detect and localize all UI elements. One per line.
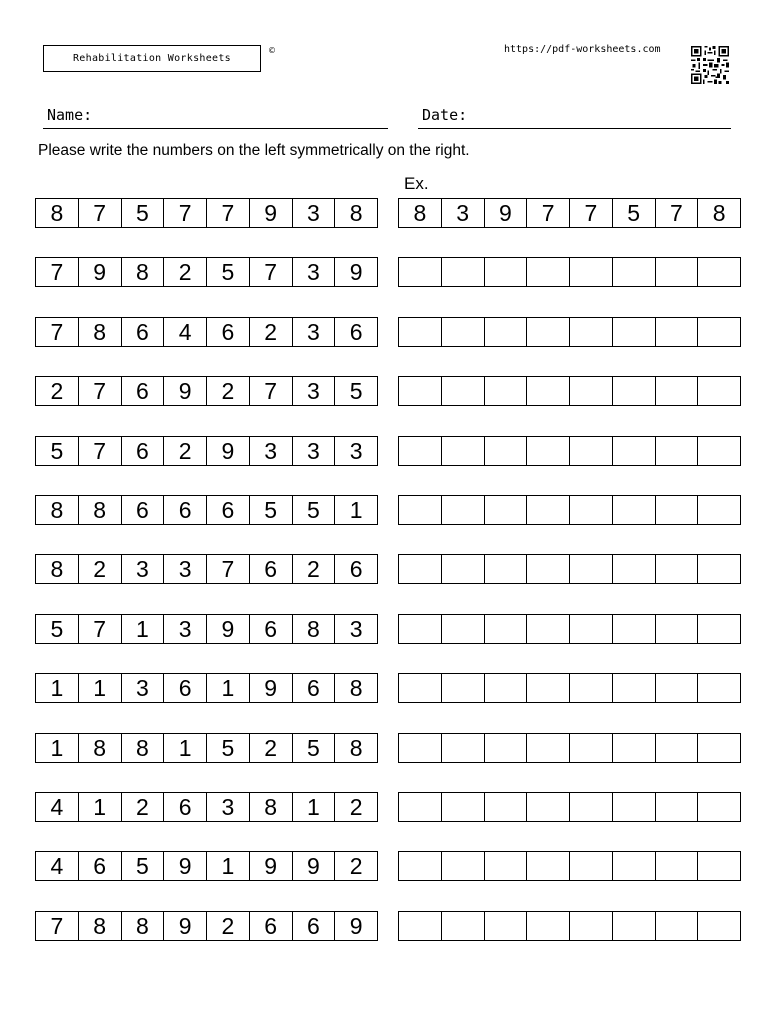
answer-row bbox=[398, 911, 741, 941]
answer-cell[interactable] bbox=[698, 734, 741, 762]
source-number-row bbox=[35, 733, 378, 763]
answer-cell[interactable] bbox=[399, 852, 442, 880]
number-cell: 1 bbox=[122, 615, 165, 643]
answer-cell[interactable] bbox=[613, 734, 656, 762]
answer-cell[interactable] bbox=[613, 496, 656, 524]
answer-cell[interactable] bbox=[399, 912, 442, 940]
answer-cell[interactable] bbox=[527, 615, 570, 643]
answer-cell[interactable] bbox=[399, 555, 442, 583]
date-field[interactable] bbox=[418, 128, 731, 129]
answer-cell[interactable] bbox=[570, 555, 613, 583]
answer-cell[interactable] bbox=[698, 258, 741, 286]
answer-cell[interactable] bbox=[527, 555, 570, 583]
number-cell: 6 bbox=[122, 318, 165, 346]
answer-cell[interactable] bbox=[485, 793, 528, 821]
number-cell: 7 bbox=[79, 437, 122, 465]
number-cell: 6 bbox=[335, 555, 378, 583]
number-cell: 9 bbox=[164, 377, 207, 405]
answer-cell[interactable] bbox=[613, 674, 656, 702]
answer-cell[interactable] bbox=[399, 496, 442, 524]
answer-cell[interactable] bbox=[570, 674, 613, 702]
number-cell: 5 bbox=[122, 852, 165, 880]
example-answer-row bbox=[398, 198, 741, 228]
number-cell: 7 bbox=[36, 318, 79, 346]
answer-cell[interactable] bbox=[527, 496, 570, 524]
answer-cell[interactable] bbox=[485, 555, 528, 583]
source-number-row bbox=[35, 851, 378, 881]
number-cell: 6 bbox=[79, 852, 122, 880]
number-cell: 7 bbox=[36, 258, 79, 286]
answer-cell[interactable] bbox=[698, 555, 741, 583]
number-cell: 5 bbox=[293, 734, 336, 762]
number-cell: 5 bbox=[335, 377, 378, 405]
number-cell: 7 bbox=[79, 615, 122, 643]
answer-cell[interactable] bbox=[485, 674, 528, 702]
number-cell: 2 bbox=[122, 793, 165, 821]
number-cell: 6 bbox=[164, 496, 207, 524]
answer-cell[interactable] bbox=[527, 437, 570, 465]
answer-cell[interactable] bbox=[698, 496, 741, 524]
answer-cell[interactable] bbox=[613, 793, 656, 821]
number-cell: 6 bbox=[250, 615, 293, 643]
number-cell: 7 bbox=[250, 377, 293, 405]
number-cell: 7 bbox=[207, 199, 250, 227]
number-cell: 8 bbox=[250, 793, 293, 821]
number-cell: 3 bbox=[335, 437, 378, 465]
number-cell: 4 bbox=[164, 318, 207, 346]
number-cell: 6 bbox=[122, 437, 165, 465]
number-cell: 5 bbox=[36, 615, 79, 643]
source-number-row bbox=[35, 317, 378, 347]
number-cell: 8 bbox=[79, 734, 122, 762]
answer-cell[interactable] bbox=[656, 852, 699, 880]
answer-cell[interactable] bbox=[698, 912, 741, 940]
number-cell: 8 bbox=[335, 674, 378, 702]
qr-code-icon bbox=[690, 46, 730, 84]
number-cell: 3 bbox=[250, 437, 293, 465]
answer-cell[interactable] bbox=[570, 258, 613, 286]
number-cell: 5 bbox=[250, 496, 293, 524]
answer-cell[interactable] bbox=[442, 258, 485, 286]
number-cell: 3 bbox=[122, 674, 165, 702]
number-cell: 7 bbox=[36, 912, 79, 940]
number-cell: 8 bbox=[698, 199, 741, 227]
answer-cell[interactable] bbox=[442, 912, 485, 940]
source-number-row bbox=[35, 436, 378, 466]
number-cell: 7 bbox=[656, 199, 699, 227]
number-cell: 8 bbox=[399, 199, 442, 227]
number-cell: 7 bbox=[207, 555, 250, 583]
answer-cell[interactable] bbox=[485, 912, 528, 940]
answer-cell[interactable] bbox=[656, 555, 699, 583]
number-cell: 9 bbox=[335, 258, 378, 286]
number-cell: 8 bbox=[36, 555, 79, 583]
answer-row bbox=[398, 614, 741, 644]
worksheet-title: Rehabilitation Worksheets bbox=[43, 45, 261, 72]
number-cell: 6 bbox=[207, 318, 250, 346]
answer-cell[interactable] bbox=[442, 674, 485, 702]
answer-cell[interactable] bbox=[527, 318, 570, 346]
answer-cell[interactable] bbox=[399, 258, 442, 286]
number-cell: 6 bbox=[122, 377, 165, 405]
answer-cell[interactable] bbox=[570, 912, 613, 940]
number-cell: 6 bbox=[207, 496, 250, 524]
number-cell: 9 bbox=[207, 615, 250, 643]
answer-cell[interactable] bbox=[442, 852, 485, 880]
answer-cell[interactable] bbox=[527, 734, 570, 762]
answer-cell[interactable] bbox=[656, 793, 699, 821]
number-cell: 7 bbox=[527, 199, 570, 227]
number-cell: 8 bbox=[122, 734, 165, 762]
answer-cell[interactable] bbox=[656, 377, 699, 405]
answer-cell[interactable] bbox=[656, 318, 699, 346]
number-cell: 9 bbox=[250, 199, 293, 227]
number-cell: 5 bbox=[207, 258, 250, 286]
number-cell: 2 bbox=[250, 734, 293, 762]
number-cell: 1 bbox=[36, 674, 79, 702]
number-cell: 1 bbox=[207, 674, 250, 702]
number-cell: 1 bbox=[79, 674, 122, 702]
answer-cell[interactable] bbox=[442, 496, 485, 524]
source-number-row bbox=[35, 495, 378, 525]
date-label: Date: bbox=[422, 106, 468, 124]
number-cell: 7 bbox=[250, 258, 293, 286]
answer-cell[interactable] bbox=[442, 615, 485, 643]
source-number-row bbox=[35, 673, 378, 703]
answer-row bbox=[398, 317, 741, 347]
number-cell: 2 bbox=[207, 377, 250, 405]
number-cell: 3 bbox=[293, 318, 336, 346]
number-cell: 2 bbox=[293, 555, 336, 583]
answer-row bbox=[398, 376, 741, 406]
answer-row bbox=[398, 436, 741, 466]
number-cell: 8 bbox=[335, 734, 378, 762]
answer-cell[interactable] bbox=[698, 852, 741, 880]
number-cell: 6 bbox=[164, 793, 207, 821]
answer-cell[interactable] bbox=[485, 258, 528, 286]
source-number-row bbox=[35, 198, 378, 228]
number-cell: 1 bbox=[207, 852, 250, 880]
number-cell: 7 bbox=[79, 377, 122, 405]
answer-cell[interactable] bbox=[656, 734, 699, 762]
number-cell: 4 bbox=[36, 852, 79, 880]
answer-cell[interactable] bbox=[527, 377, 570, 405]
answer-cell[interactable] bbox=[698, 318, 741, 346]
number-cell: 2 bbox=[207, 912, 250, 940]
answer-cell[interactable] bbox=[442, 793, 485, 821]
answer-row bbox=[398, 733, 741, 763]
answer-row bbox=[398, 673, 741, 703]
number-cell: 8 bbox=[122, 258, 165, 286]
answer-cell[interactable] bbox=[613, 555, 656, 583]
number-cell: 9 bbox=[250, 674, 293, 702]
number-cell: 5 bbox=[122, 199, 165, 227]
number-cell: 3 bbox=[442, 199, 485, 227]
answer-cell[interactable] bbox=[613, 852, 656, 880]
answer-cell[interactable] bbox=[698, 377, 741, 405]
answer-cell[interactable] bbox=[442, 437, 485, 465]
number-cell: 2 bbox=[164, 258, 207, 286]
number-cell: 3 bbox=[335, 615, 378, 643]
number-cell: 1 bbox=[79, 793, 122, 821]
number-cell: 4 bbox=[36, 793, 79, 821]
answer-row bbox=[398, 851, 741, 881]
number-cell: 3 bbox=[122, 555, 165, 583]
answer-cell[interactable] bbox=[485, 437, 528, 465]
number-cell: 8 bbox=[335, 199, 378, 227]
answer-cell[interactable] bbox=[570, 852, 613, 880]
number-cell: 9 bbox=[485, 199, 528, 227]
source-number-row bbox=[35, 554, 378, 584]
answer-cell[interactable] bbox=[399, 615, 442, 643]
answer-cell[interactable] bbox=[442, 555, 485, 583]
answer-cell[interactable] bbox=[613, 318, 656, 346]
name-label: Name: bbox=[47, 106, 93, 124]
answer-cell[interactable] bbox=[485, 615, 528, 643]
answer-cell[interactable] bbox=[399, 674, 442, 702]
number-cell: 8 bbox=[79, 496, 122, 524]
number-cell: 6 bbox=[293, 674, 336, 702]
answer-cell[interactable] bbox=[442, 734, 485, 762]
number-cell: 7 bbox=[570, 199, 613, 227]
number-cell: 9 bbox=[79, 258, 122, 286]
number-cell: 5 bbox=[613, 199, 656, 227]
number-cell: 3 bbox=[293, 199, 336, 227]
number-cell: 8 bbox=[36, 496, 79, 524]
answer-cell[interactable] bbox=[527, 258, 570, 286]
number-cell: 9 bbox=[293, 852, 336, 880]
source-number-row bbox=[35, 614, 378, 644]
answer-cell[interactable] bbox=[570, 793, 613, 821]
answer-cell[interactable] bbox=[442, 377, 485, 405]
answer-cell[interactable] bbox=[485, 377, 528, 405]
answer-row bbox=[398, 792, 741, 822]
answer-cell[interactable] bbox=[570, 496, 613, 524]
number-cell: 9 bbox=[164, 852, 207, 880]
number-cell: 6 bbox=[250, 555, 293, 583]
answer-cell[interactable] bbox=[570, 615, 613, 643]
answer-cell[interactable] bbox=[485, 496, 528, 524]
answer-cell[interactable] bbox=[570, 437, 613, 465]
number-cell: 3 bbox=[293, 377, 336, 405]
source-number-row bbox=[35, 911, 378, 941]
number-cell: 2 bbox=[250, 318, 293, 346]
answer-cell[interactable] bbox=[527, 912, 570, 940]
number-cell: 6 bbox=[250, 912, 293, 940]
answer-cell[interactable] bbox=[399, 318, 442, 346]
answer-cell[interactable] bbox=[656, 437, 699, 465]
number-cell: 3 bbox=[164, 615, 207, 643]
answer-row bbox=[398, 554, 741, 584]
number-cell: 2 bbox=[79, 555, 122, 583]
number-cell: 3 bbox=[164, 555, 207, 583]
example-label: Ex. bbox=[404, 174, 429, 193]
number-cell: 2 bbox=[164, 437, 207, 465]
number-cell: 9 bbox=[250, 852, 293, 880]
answer-cell[interactable] bbox=[613, 615, 656, 643]
answer-cell[interactable] bbox=[698, 674, 741, 702]
instruction-text: Please write the numbers on the left symmetrically on the right. bbox=[38, 142, 470, 159]
answer-cell[interactable] bbox=[527, 674, 570, 702]
number-cell: 2 bbox=[36, 377, 79, 405]
number-cell: 6 bbox=[335, 318, 378, 346]
number-cell: 8 bbox=[122, 912, 165, 940]
number-cell: 5 bbox=[36, 437, 79, 465]
answer-cell[interactable] bbox=[485, 318, 528, 346]
number-cell: 2 bbox=[335, 793, 378, 821]
number-cell: 9 bbox=[207, 437, 250, 465]
source-number-row bbox=[35, 376, 378, 406]
number-cell: 3 bbox=[207, 793, 250, 821]
answer-cell[interactable] bbox=[698, 793, 741, 821]
answer-cell[interactable] bbox=[442, 318, 485, 346]
answer-cell[interactable] bbox=[399, 437, 442, 465]
number-cell: 5 bbox=[207, 734, 250, 762]
answer-cell[interactable] bbox=[613, 437, 656, 465]
answer-cell[interactable] bbox=[399, 377, 442, 405]
answer-cell[interactable] bbox=[613, 377, 656, 405]
answer-row bbox=[398, 495, 741, 525]
number-cell: 8 bbox=[36, 199, 79, 227]
number-cell: 6 bbox=[164, 674, 207, 702]
number-cell: 7 bbox=[79, 199, 122, 227]
number-cell: 8 bbox=[293, 615, 336, 643]
answer-cell[interactable] bbox=[613, 912, 656, 940]
answer-cell[interactable] bbox=[656, 258, 699, 286]
answer-cell[interactable] bbox=[656, 674, 699, 702]
copyright-mark: © bbox=[268, 46, 276, 55]
number-cell: 1 bbox=[335, 496, 378, 524]
answer-cell[interactable] bbox=[656, 615, 699, 643]
source-number-row bbox=[35, 792, 378, 822]
number-cell: 3 bbox=[293, 258, 336, 286]
number-cell: 6 bbox=[293, 912, 336, 940]
number-cell: 6 bbox=[122, 496, 165, 524]
number-cell: 9 bbox=[164, 912, 207, 940]
source-number-row bbox=[35, 257, 378, 287]
answer-cell[interactable] bbox=[570, 318, 613, 346]
number-cell: 3 bbox=[293, 437, 336, 465]
answer-cell[interactable] bbox=[485, 734, 528, 762]
answer-cell[interactable] bbox=[485, 852, 528, 880]
answer-cell[interactable] bbox=[698, 615, 741, 643]
number-cell: 5 bbox=[293, 496, 336, 524]
site-url[interactable]: https://pdf-worksheets.com bbox=[504, 44, 661, 55]
answer-cell[interactable] bbox=[527, 852, 570, 880]
number-cell: 9 bbox=[335, 912, 378, 940]
answer-cell[interactable] bbox=[656, 496, 699, 524]
number-cell: 2 bbox=[335, 852, 378, 880]
name-field[interactable] bbox=[43, 128, 388, 129]
answer-row bbox=[398, 257, 741, 287]
answer-cell[interactable] bbox=[399, 793, 442, 821]
number-cell: 7 bbox=[164, 199, 207, 227]
answer-cell[interactable] bbox=[698, 437, 741, 465]
number-cell: 8 bbox=[79, 318, 122, 346]
answer-cell[interactable] bbox=[656, 912, 699, 940]
answer-cell[interactable] bbox=[570, 377, 613, 405]
number-cell: 8 bbox=[79, 912, 122, 940]
answer-cell[interactable] bbox=[527, 793, 570, 821]
number-cell: 1 bbox=[164, 734, 207, 762]
answer-cell[interactable] bbox=[570, 734, 613, 762]
answer-cell[interactable] bbox=[399, 734, 442, 762]
number-cell: 1 bbox=[293, 793, 336, 821]
number-cell: 1 bbox=[36, 734, 79, 762]
answer-cell[interactable] bbox=[613, 258, 656, 286]
